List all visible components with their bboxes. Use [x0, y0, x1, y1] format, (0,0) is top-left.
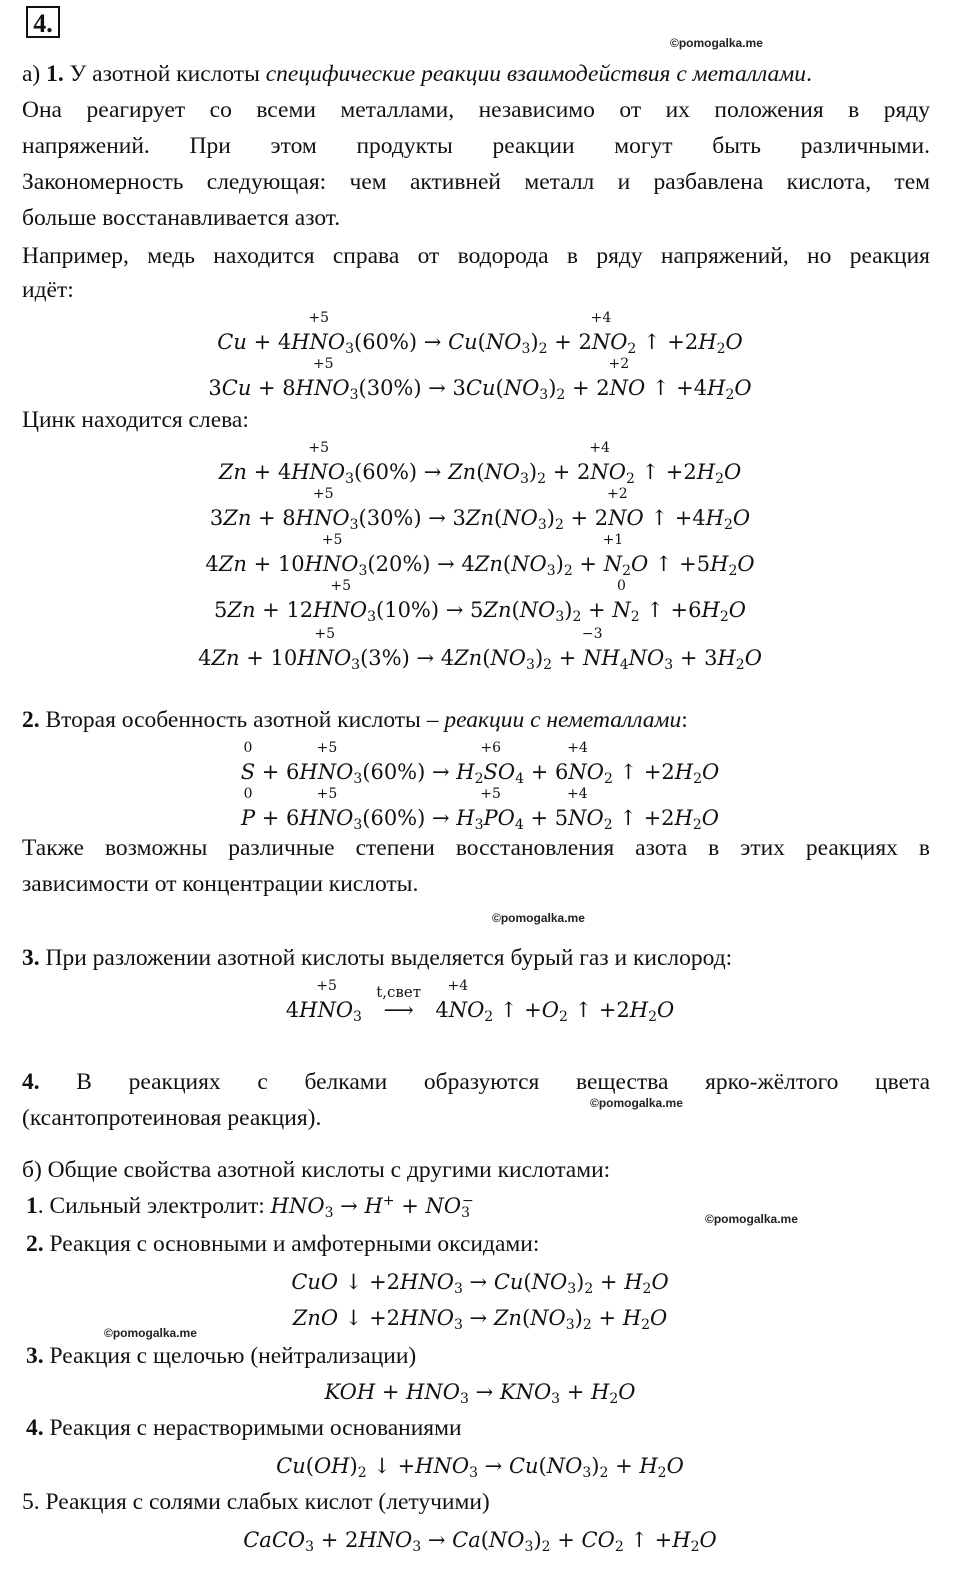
equation-zn-30: 3Zn + 8HN +5 $O_3(30\%) \to 3Zn(NO_3)_2 + 2N$ +2 O ↑ $+4H_2O$: [209, 486, 751, 533]
item-number: 1.: [46, 61, 64, 87]
watermark: ©pomogalka.me: [670, 36, 763, 50]
item-number: 2.: [26, 1231, 44, 1257]
text: У азотной кислоты: [63, 61, 266, 87]
equation-zn-60: Zn + 4HN +5 $O_3(60\%) \to Zn(NO_3)_2 + 2N$ +4 $O_2$ ↑ $+2H_2O$: [218, 440, 742, 487]
equation-p: P 0 + 6HN +5 $O_3(60\%) \to H_3P$ +5 $O_4 + 5N$ +4 $O_2$ ↑ $+2H_2O$: [240, 786, 720, 833]
watermark: ©pomogalka.me: [590, 1096, 683, 1110]
equation-zn-3: 4Zn + 10HN +5 $O_3(3\%) \to 4Zn(NO_3)_2 + N$ −3 $H_4NO_3 + 3H_2O$: [198, 626, 762, 673]
equation-cuo: CuO ↓ $+2HNO_3 \to Cu(NO_3)_2 + H_2O$: [291, 1270, 669, 1297]
item-number: 4.: [22, 1069, 40, 1095]
text: :: [681, 707, 688, 733]
equation-koh: KOH + $HNO_3 \to KNO_3 + H_2O$: [324, 1380, 636, 1407]
text: . Сильный электролит:: [37, 1193, 271, 1219]
equation-cuoh2: $Cu(OH)_2$ ↓ $+HNO_3 \to Cu(NO_3)_2 + H_2O$: [276, 1454, 684, 1481]
italic-text: специфические реакции взаимодействия с металлами: [265, 61, 807, 87]
italic-text: реакции с неметаллами: [444, 707, 682, 733]
equation-decomposition: 4HN +5 $O_3$ t,свет ⟶ 4N +4 $O_2$ ↑ $+O_2$ ↑ $+2H_2O$: [285, 978, 675, 1025]
paragraph-a3: [22, 940, 930, 977]
equation-zn-10: 5Zn + 12HN +5 $O_3(10\%) \to 5Zn(NO_3)_2 + N$ 0 $_2$ ↑ $+6H_2O$: [214, 578, 746, 625]
item-number: 3.: [22, 945, 40, 971]
item-number: 4.: [26, 1415, 44, 1441]
equation-zno: ZnO ↓ $+2HNO_3 \to Zn(NO_3)_2 + H_2O$: [292, 1306, 668, 1333]
item-number: 1: [26, 1193, 38, 1219]
paragraph-a1-first: [22, 56, 930, 93]
paragraph-a4: [22, 1064, 930, 1101]
item-b4: [26, 1410, 934, 1447]
item-number: 2.: [22, 707, 40, 733]
text: .: [806, 61, 812, 87]
paragraph-a2: [22, 702, 930, 739]
watermark: ©pomogalka.me: [492, 911, 585, 925]
item-b5: 5. Реакция с солями слабых кислот (летучими): [22, 1489, 490, 1515]
item-b3: [26, 1338, 934, 1375]
paragraph-line: Она реагирует со всеми металлами, независимо от их положения в ряду: [22, 97, 930, 123]
item-b2: [26, 1226, 934, 1263]
equation-s: S 0 + 6HN +5 $O_3(60\%) \to H_2S$ +6 $O_4 + 6N$ +4 $O_2$ ↑ $+2H_2O$: [240, 740, 720, 787]
paragraph-line: (ксантопротеиновая реакция).: [22, 1105, 322, 1131]
equation-cu-60: Cu + 4HN +5 $O_3(60\%) \to Cu(NO_3)_2 + 2N$ +4 $O_2$ ↑ $+2H_2O$: [217, 310, 743, 357]
paragraph-line: Например, медь находится справа от водорода в ряду напряжений, но реакция: [22, 243, 930, 269]
equation-cu-30: 3Cu + 8HN +5 $O_3(30\%) \to 3Cu(NO_3)_2 + 2N$ +2 O ↑ $+4H_2O$: [208, 356, 752, 403]
paragraph-line: Цинк находится слева:: [22, 407, 249, 433]
section-b-intro: б) Общие свойства азотной кислоты с другими кислотами:: [22, 1157, 611, 1183]
task-number-box: 4.: [26, 6, 60, 38]
paragraph-line: напряжений. При этом продукты реакции могут быть различными.: [22, 133, 930, 159]
paragraph-line: идёт:: [22, 277, 74, 303]
text: В реакциях с белками образуются вещества ярко-жёлтого цвета: [39, 1069, 930, 1095]
paragraph-line: больше восстанавливается азот.: [22, 205, 341, 231]
equation-zn-20: 4Zn + 10HN +5 $O_3(20\%) \to 4Zn(NO_3)_2 + N$ +1 $_2$O ↑ $+5H_2O$: [205, 532, 755, 579]
text: Вторая особенность азотной кислоты –: [39, 707, 445, 733]
watermark: ©pomogalka.me: [104, 1326, 197, 1340]
section-a-label: а): [22, 61, 47, 87]
text: Реакция с нерастворимыми основаниями: [43, 1415, 462, 1441]
item-number: 3.: [26, 1343, 44, 1369]
paragraph-line: зависимости от концентрации кислоты.: [22, 871, 419, 897]
text: Реакция с щелочью (нейтрализации): [43, 1343, 417, 1369]
paragraph-line: Также возможны различные степени восстановления азота в этих реакциях в: [22, 835, 930, 861]
text: При разложении азотной кислоты выделяется бурый газ и кислород:: [39, 945, 733, 971]
text: Реакция с основными и амфотерными оксидами:: [43, 1231, 540, 1257]
item-b1: 1. Сильный электролит: $HNO_3 \to H^+ + NO_3^-$: [26, 1193, 474, 1221]
paragraph-line: Закономерность следующая: чем активней металл и разбавлена кислота, тем: [22, 169, 930, 195]
watermark: ©pomogalka.me: [705, 1212, 798, 1226]
equation-caco3: CaCO$_3$ + $2HNO_3 \to Ca(NO_3)_2 + CO_2$ ↑ $+H_2O$: [243, 1528, 717, 1555]
